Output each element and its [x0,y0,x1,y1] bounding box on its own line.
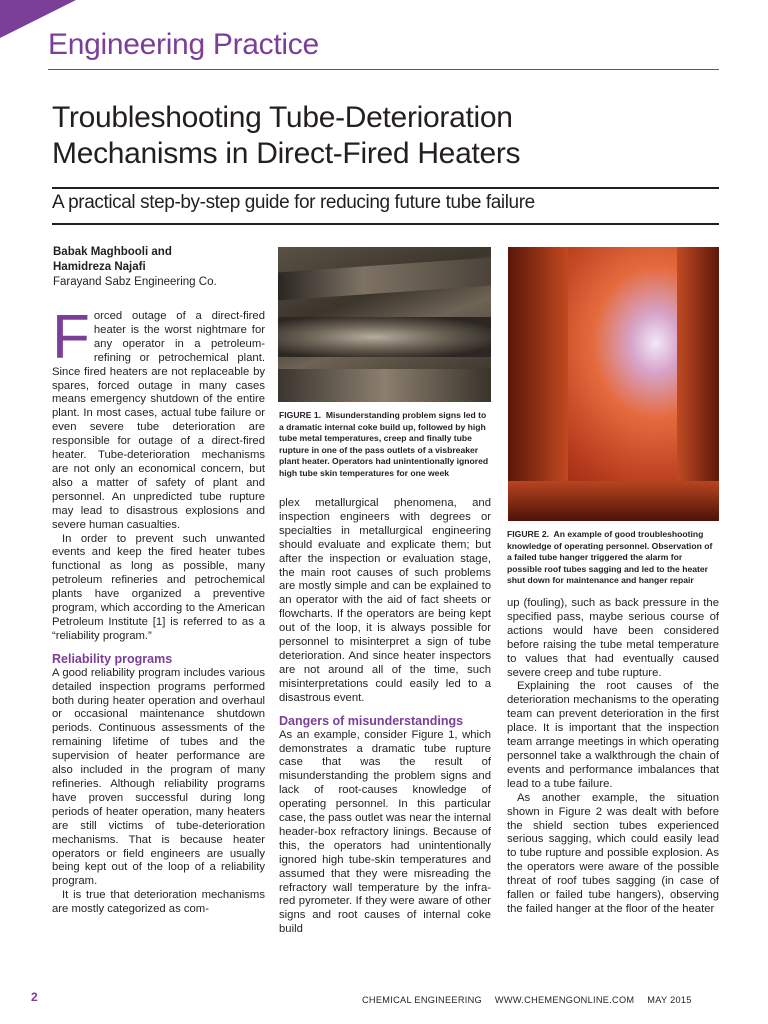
paragraph: In order to prevent such unwanted events and keep the fired heater tubes functional as long as possible, many petroleum refineries and petrochemical plants have organized a preventive program, which according to the American Petroleum Institute [1] is referred to as a “reliability program.” [52,532,265,642]
page-number: 2 [31,990,38,1004]
figure-2-caption [507,529,719,587]
figure-1-image [278,247,491,402]
subhead-reliability-programs: Reliability programs [52,651,173,666]
footer-magazine: CHEMICAL ENGINEERING [362,995,483,1005]
article-title [52,100,712,172]
paragraph: up (fouling), such as back pressure in the specified pass, maybe serious course of actions would have been considered before raising the tube metal temperature to values that had eventually caused severe creep and tube rupture. [507,597,719,679]
article-deck: A practical step-by-step guide for reducing future tube failure [52,192,535,213]
title-line-2: Mechanisms in Direct-Fired Heaters [52,137,521,170]
footer-url[interactable]: WWW.CHEMENGONLINE.COM [494,995,635,1005]
paragraph: It is true that deterioration mechanisms are mostly categorized as com- [52,889,265,916]
paragraph: plex metallurgical phenomena, and inspection engineers with degrees or specialties in metallurgical engineering should evaluate and explicate them; but after the inspection or evaluation stage, the main root causes of such problems are mostly simple and can be explained to an operator with the aid of fact sheets or flowcharts. If the operators are being kept out of the loop, it is always possible for personnel to misinterpret a sign of tube deterioration. And since heater inspectors are not around all of the time, such misinterpretations could easily led to a disastrous event. [279,497,491,704]
paragraph: As another example, the situation shown in Figure 2 was dealt with before the shield section tubes experienced serious sagging, which could easily lead to tube rupture and possible explosion. As the operators were aware of the possible threat of roof tubes sagging (in case of fallen or failed tube hangers), observing the failed hanger at the floor of the heater [507,791,719,915]
author-1: Babak Maghbooli and [53,246,172,258]
header-rule [48,69,719,70]
intro-paragraph [52,303,265,533]
column-2 [279,497,491,937]
title-rule-top [52,187,719,189]
figure-2-label: FIGURE 2. [507,529,550,539]
paragraph: A good reliability program includes various detailed inspection programs performed both during heater operation and overhaul or occasional maintenance shutdown periods. Continuous assessments of the remaining lifetime of tubes and the supervision of heater performance are also included in the program of many refineries. Although reliability programs have proven successful during long periods of heater operation, many heaters are still victims of tube-deterioration mechanisms. That is because heater operators or field engineers are usually being kept out of the loop of a reliability program. [52,666,265,888]
paragraph-text: orced outage of a direct-fired heater is the worst nightmare for any operator in a petroleum-refining or petrochemical plant. Since fired heaters are not replaceable by spares, forced outage in many cases means emergency shutdown of the entire plant. In most cases, actual tube failure or even severe tube deterioration are responsible for outage of a direct-fired heater. Tube-deterioration mechanisms are not only an economical concern, but also a matter of safety of plant and personnel. An unpredicted tube rupture may lead to disastrous explosions and severe human casualties. [52,310,265,531]
paragraph: Explaining the root causes of the deterioration mechanisms to the operating team can prevent deterioration in the first place. It is important that the inspection team arrange meetings in which operating personnel take a walkthrough the chain of events and performance imbalances that lead to a tube failure. [507,680,719,790]
author-2: Hamidreza Najafi [53,261,146,273]
footer-date: MAY 2015 [647,995,692,1005]
drop-cap: F [52,303,90,372]
column-3 [507,597,719,917]
figure-2-text: An example of good troubleshooting knowledge of operating personnel. Observation of a failed tube hanger triggered the alarm for possible roof tubes sagging and led to the heater shut down for maintenance and hanger repair [507,529,713,586]
paragraph: As an example, consider Figure 1, which demonstrates a dramatic tube rupture case that was the result of misunderstanding the problem signs and lack of root-causes knowledge of operating personnel. In this particular case, the pass outlet was near the internal header-box refractory linings. Because of this, the operators had unintentionally ignored high tube-skin temperatures and assumed that they were misreading the refractory wall temperature by the infra-red pyrometer. If they were aware of other signs and root causes of internal coke build [279,728,491,936]
footer-info [362,995,702,1005]
section-title: Engineering Practice [48,28,319,61]
byline [53,245,217,290]
figure-2-image [508,247,719,521]
column-1 [52,303,265,917]
figure-1-text: Misunderstanding problem signs led to a dramatic internal coke build up, followed by high tube metal temperatures, creep and finally tube rupture in one of the pass outlets of a visbreaker plant heater. Operators had unintentionally ignored high tube skin temperatures for one week [279,410,489,478]
title-line-1: Troubleshooting Tube-Deterioration [52,101,513,134]
figure-1-label: FIGURE 1. [279,410,322,420]
subhead-dangers-of-misunderstandings: Dangers of misunderstandings [279,713,464,728]
title-rule-bottom [52,223,719,225]
author-company: Farayand Sabz Engineering Co. [53,276,217,288]
figure-1-caption [279,410,491,480]
